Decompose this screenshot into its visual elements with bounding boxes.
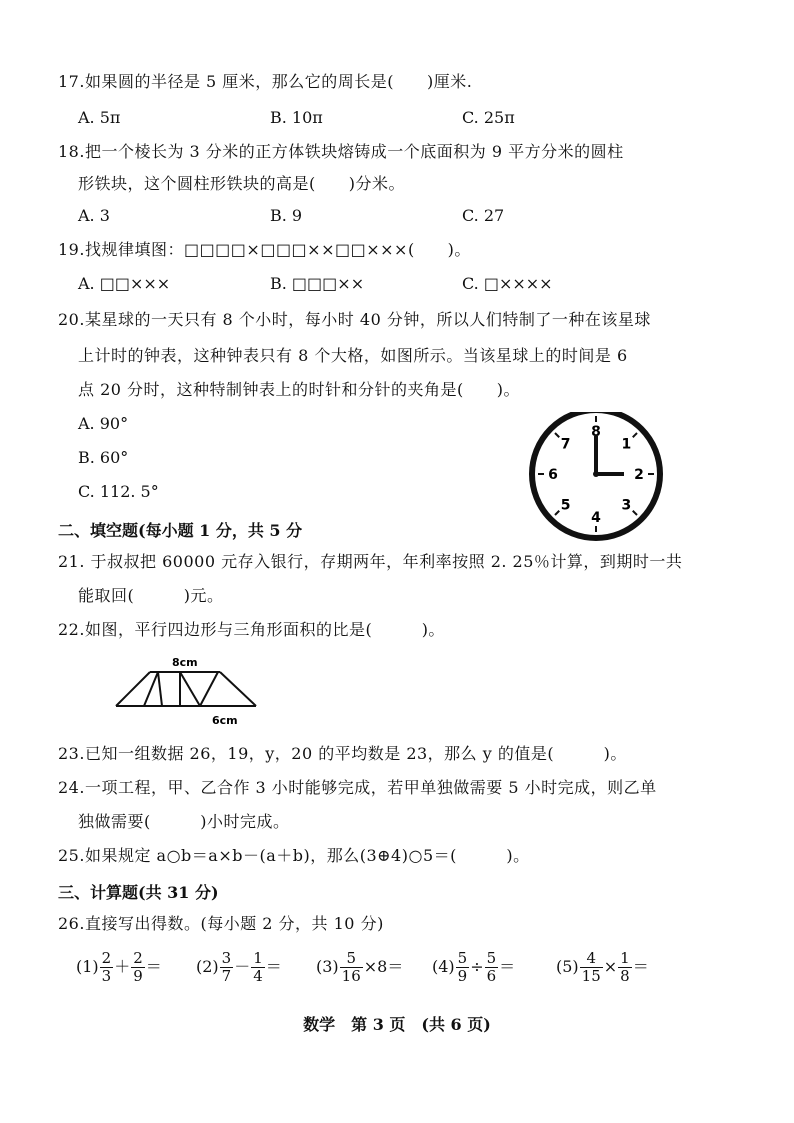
q26-stem: 26.直接写出得数。(每小题 2 分，共 10 分): [58, 914, 384, 933]
clock-tick: [633, 511, 637, 515]
inner-line-4: [180, 672, 200, 706]
q20-option-c: C. 112. 5°: [78, 482, 159, 501]
clock-number: 7: [560, 436, 571, 453]
calc-operator: ÷: [470, 957, 484, 976]
fraction: $\frac{2}{3}$: [101, 949, 112, 985]
clock-number: 2: [634, 467, 644, 483]
clock-tick: [555, 511, 559, 515]
calc-operator: ×8: [363, 957, 388, 976]
clock-number: 4: [591, 510, 601, 526]
calc-item-5: [556, 950, 649, 985]
clock-number: 5: [560, 497, 571, 514]
calc-item-4: [432, 950, 515, 985]
calc-item-label: (5): [556, 957, 579, 976]
q17-stem: 17.如果圆的半径是 5 厘米，那么它的周长是( )厘米.: [58, 72, 473, 91]
q17-option-a: A. 5π: [78, 108, 121, 127]
q18-option-b: B. 9: [270, 206, 303, 225]
calc-item-3: [316, 950, 403, 985]
q22-stem: 22.如图，平行四边形与三角形面积的比是( )。: [58, 620, 445, 639]
calc-equals: ＝: [145, 957, 162, 976]
fraction: $\frac{4}{15}$: [581, 949, 601, 985]
calc-equals: ＝: [499, 957, 516, 976]
q21-stem-line2: 能取回( )元。: [78, 586, 224, 605]
clock-number: 6: [548, 467, 558, 483]
clock-tick: [555, 433, 559, 437]
fraction: $\frac{5}{16}$: [341, 949, 361, 985]
fraction: $\frac{3}{7}$: [221, 949, 232, 985]
clock-number: 3: [621, 497, 632, 514]
q20-option-b: B. 60°: [78, 448, 129, 467]
fraction: $\frac{1}{4}$: [253, 949, 263, 985]
q17-option-b: B. 10π: [270, 108, 323, 127]
calc-item-1: [76, 950, 162, 985]
calc-equals: ＝: [387, 957, 404, 976]
clock-number: 8: [591, 424, 601, 440]
clock-number: 1: [621, 436, 632, 453]
q18-option-a: A. 3: [78, 206, 110, 225]
q20-stem-line3: 点 20 分时，这种特制钟表上的时针和分针的夹角是( )。: [78, 380, 521, 399]
q19-option-a: A. □□×××: [78, 274, 171, 293]
q24-stem-line2: 独做需要( )小时完成。: [78, 812, 290, 831]
fraction: $\frac{2}{9}$: [133, 949, 143, 985]
q19-option-b: B. □□□××: [270, 274, 365, 293]
calc-item-label: (4): [432, 957, 455, 976]
inner-line-2: [158, 672, 162, 706]
fraction: $\frac{1}{8}$: [620, 949, 630, 985]
q18-option-c: C. 27: [462, 206, 505, 225]
fraction: $\frac{5}{9}$: [457, 949, 468, 985]
calc-equals: ＝: [632, 957, 649, 976]
calc-item-2: [196, 950, 282, 985]
q18-stem-line1: 18.把一个棱长为 3 分米的正方体铁块熔铸成一个底面积为 9 平方分米的圆柱: [58, 142, 624, 161]
calc-equals: ＝: [265, 957, 282, 976]
q20-stem-line1: 20.某星球的一天只有 8 个小时，每小时 40 分钟，所以人们特制了一种在该星球: [58, 310, 651, 329]
q20-option-a: A. 90°: [78, 414, 129, 433]
calc-item-label: (2): [196, 957, 219, 976]
q25-stem: 25.如果规定 a○b＝a×b－(a＋b)，那么(3⊕4)○5＝( )。: [58, 846, 530, 865]
q21-stem-line1: 21. 于叔叔把 60000 元存入银行，存期两年，年利率按照 2. 25％计算，到期时一共: [58, 552, 683, 571]
figure-top-label: 8cm: [172, 656, 198, 669]
section-2-heading: 二、填空题(每小题 1 分，共 5 分: [58, 521, 303, 540]
q20-stem-line2: 上计时的钟表，这种钟表只有 8 个大格，如图所示。当该星球上的时间是 6: [78, 346, 628, 365]
clock-tick: [633, 433, 637, 437]
inner-line-5: [200, 672, 218, 706]
q17-option-c: C. 25π: [462, 108, 515, 127]
q19-option-c: C. □××××: [462, 274, 553, 293]
figure-bottom-label: 6cm: [212, 714, 238, 727]
calc-item-label: (1): [76, 957, 99, 976]
fraction: $\frac{5}{6}$: [486, 949, 497, 985]
trapezoid-right-edge: [220, 672, 256, 706]
clock-center: [593, 471, 599, 477]
calc-operator: －: [234, 957, 251, 976]
calc-operator: ×: [603, 957, 618, 976]
q23-stem: 23.已知一组数据 26，19，y，20 的平均数是 23，那么 y 的值是( )。: [58, 744, 627, 763]
q19-stem: 19.找规律填图：□□□□×□□□××□□×××( )。: [58, 240, 471, 259]
special-clock-diagram: [528, 412, 668, 552]
q18-stem-line2: 形铁块，这个圆柱形铁块的高是( )分米。: [78, 174, 405, 193]
trapezoid-figure: [108, 652, 268, 728]
q24-stem-line1: 24.一项工程，甲、乙合作 3 小时能够完成，若甲单独做需要 5 小时完成，则乙单: [58, 778, 657, 797]
section-3-heading: 三、计算题(共 31 分): [58, 883, 219, 902]
trapezoid-left-edge: [116, 672, 150, 706]
page-footer: 数学 第 3 页 (共 6 页): [303, 1015, 491, 1034]
calc-item-label: (3): [316, 957, 339, 976]
calc-operator: ＋: [114, 957, 131, 976]
